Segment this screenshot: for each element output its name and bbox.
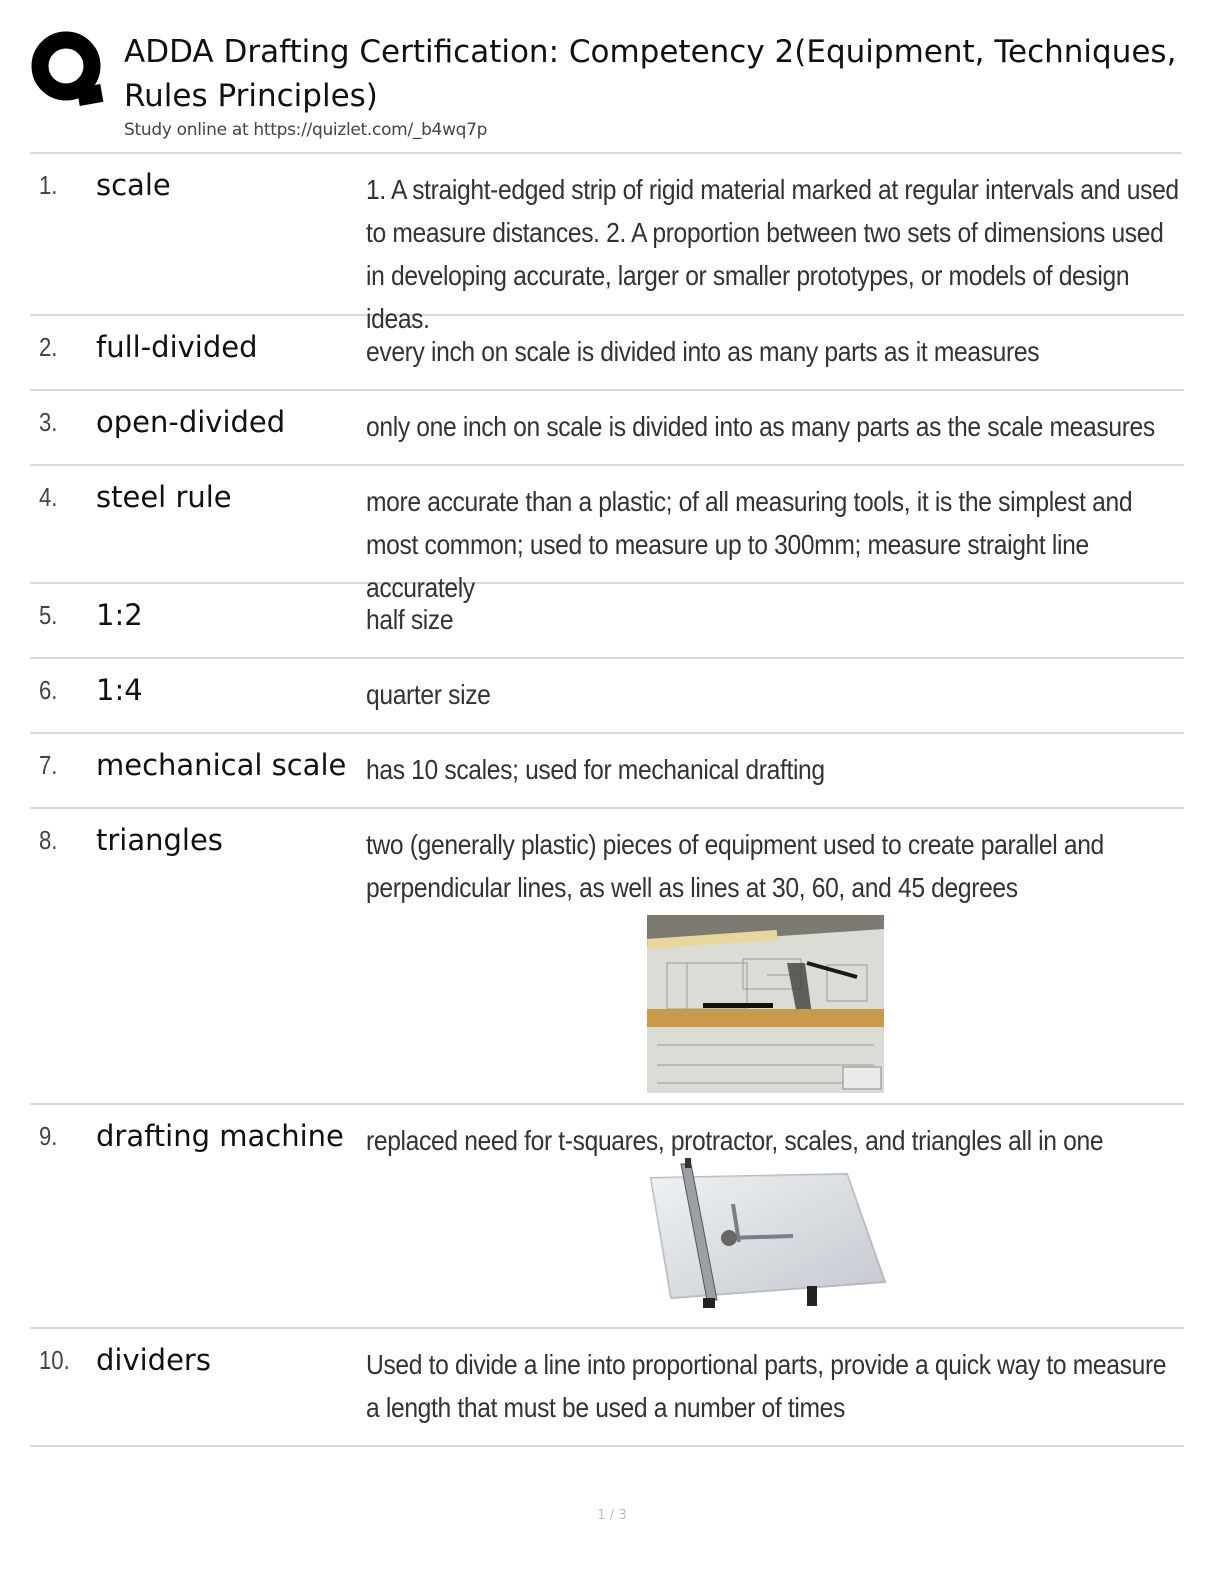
card-number: 2. bbox=[39, 332, 58, 362]
card-term: triangles bbox=[96, 823, 223, 857]
card-term: drafting machine bbox=[96, 1119, 344, 1153]
quizlet-q-logo-icon bbox=[30, 30, 104, 108]
card-definition: replaced need for t-squares, protractor, scales, and triangles all in one bbox=[366, 1125, 1104, 1156]
flashcard-row bbox=[30, 1105, 1184, 1329]
card-number: 6. bbox=[39, 675, 58, 705]
flashcard-row bbox=[30, 154, 1184, 334]
card-term: 1:4 bbox=[96, 673, 143, 707]
page-title: ADDA Drafting Certification: Competency 2(Equipment, Techniques, Rules Principles) bbox=[124, 34, 1177, 114]
card-number: 1. bbox=[39, 170, 58, 200]
card-number: 9. bbox=[39, 1121, 58, 1151]
card-term: scale bbox=[96, 168, 171, 202]
card-definition: 1. A straight-edged strip of rigid material marked at regular intervals and used to measure distances. 2. A proportion between two sets of dimensions used in developing accurate, larger or smaller prototypes, or models of design ideas. bbox=[366, 174, 1179, 334]
card-definition: half size bbox=[366, 604, 454, 635]
card-definition: has 10 scales; used for mechanical drafting bbox=[366, 754, 825, 785]
study-link-subtitle[interactable]: Study online at https://quizlet.com/_b4wq7p bbox=[124, 120, 488, 140]
card-definition: quarter size bbox=[366, 679, 491, 710]
card-term: open-divided bbox=[96, 405, 286, 439]
card-number: 3. bbox=[39, 407, 58, 437]
card-number: 10. bbox=[39, 1345, 70, 1375]
drafting-machine-photo bbox=[647, 1158, 887, 1308]
card-term: full-divided bbox=[96, 330, 258, 364]
card-definition: Used to divide a line into proportional parts, provide a quick way to measure a length that must be used a number of times bbox=[366, 1349, 1167, 1423]
card-number: 5. bbox=[39, 600, 58, 630]
card-number: 7. bbox=[39, 750, 58, 780]
flashcard-row bbox=[30, 466, 1184, 603]
card-definition: two (generally plastic) pieces of equipment used to create parallel and perpendicular lines, as well as lines at 30, 60, and 45 degrees bbox=[366, 829, 1104, 903]
card-term: steel rule bbox=[96, 480, 232, 514]
card-term: mechanical scale bbox=[96, 748, 347, 782]
flashcard-list bbox=[30, 154, 1184, 1447]
card-term: dividers bbox=[96, 1343, 211, 1377]
flashcard-row bbox=[30, 584, 1184, 659]
card-definition: every inch on scale is divided into as many parts as it measures bbox=[366, 336, 1040, 367]
card-term: 1:2 bbox=[96, 598, 143, 632]
flashcard-row bbox=[30, 809, 1184, 1105]
triangles-drafting-photo bbox=[647, 915, 884, 1093]
flashcard-row bbox=[30, 391, 1184, 466]
flashcard-row bbox=[30, 659, 1184, 734]
card-definition: more accurate than a plastic; of all measuring tools, it is the simplest and most common; used to measure up to 300mm; measure straight line accurately bbox=[366, 486, 1133, 603]
card-number: 8. bbox=[39, 825, 58, 855]
flashcard-row bbox=[30, 734, 1184, 809]
flashcard-row bbox=[30, 1329, 1184, 1447]
page-number: 1 / 3 bbox=[597, 1508, 627, 1523]
flashcard-row bbox=[30, 316, 1184, 391]
card-number: 4. bbox=[39, 482, 58, 512]
card-definition: only one inch on scale is divided into as many parts as the scale measures bbox=[366, 411, 1155, 442]
